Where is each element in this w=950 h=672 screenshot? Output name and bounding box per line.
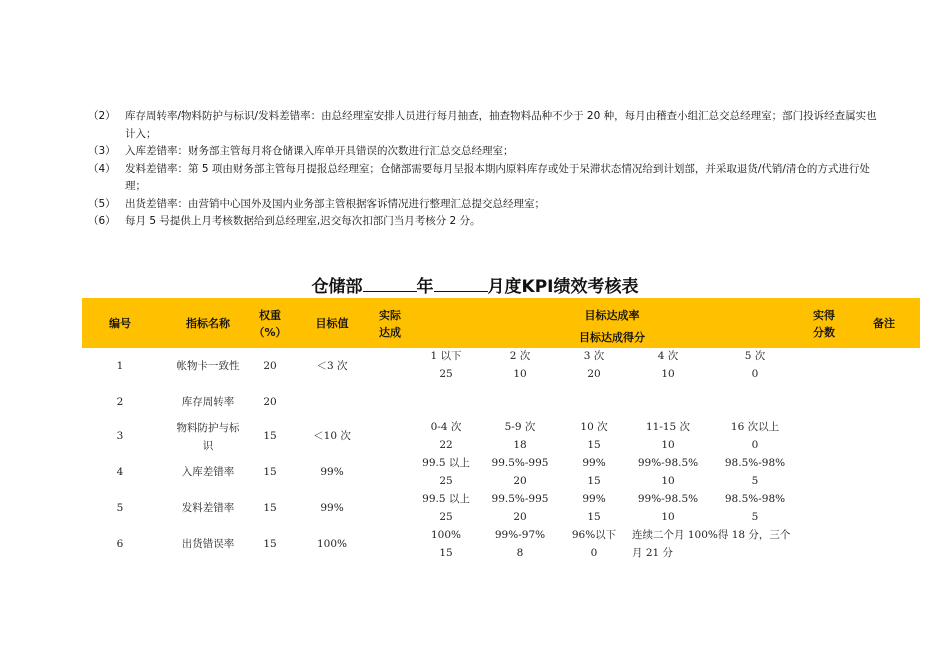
note-item bbox=[88, 196, 878, 214]
level-cell: 2 次 bbox=[509, 350, 531, 362]
header-no: 编号 bbox=[109, 317, 131, 330]
row-target: ＜3 次 bbox=[316, 360, 348, 372]
note-text: 每月 5 号提供上月考核数据给到总经理室,迟交每次扣部门当月考核分 2 分。 bbox=[125, 215, 481, 227]
score-cell: 18 bbox=[513, 439, 527, 451]
level-cell: 10 次 bbox=[580, 421, 608, 433]
row-no: 1 bbox=[116, 360, 124, 372]
extra-note-line1: 连续二个月 100%得 18 分，三个 bbox=[632, 529, 791, 541]
row-weight: 15 bbox=[263, 430, 277, 442]
level-cell: 100% bbox=[430, 529, 462, 541]
note-item bbox=[88, 161, 878, 196]
note-number: （4） bbox=[88, 162, 116, 175]
level-cell: 98.5%-98% bbox=[724, 457, 786, 469]
score-cell: 15 bbox=[587, 475, 601, 487]
note-text: 库存周转率/物料防护与标识/发料差错率：由总经理室安排人员进行每月抽查，抽查物料品种不少于 20 种，每月由稽查小组汇总交总经理室；部门投诉经查属实也计入； bbox=[125, 110, 877, 140]
note-text: 出货差错率：由营销中心国外及国内业务部主管根据客诉情况进行整理汇总提交总经理室； bbox=[125, 197, 545, 210]
title-rest: 月度KPI绩效考核表 bbox=[487, 277, 639, 297]
header-score: 目标达成得分 bbox=[579, 331, 645, 344]
level-cell: 99.5%-995 bbox=[491, 493, 549, 505]
level-cell: 99%-97% bbox=[494, 529, 546, 541]
score-cell: 25 bbox=[439, 368, 453, 380]
level-cell: 99%-98.5% bbox=[637, 457, 699, 469]
level-cell: 11-15 次 bbox=[645, 421, 691, 433]
row-name: 入库差错率 bbox=[181, 466, 235, 478]
score-cell: 15 bbox=[439, 547, 453, 559]
score-cell: 20 bbox=[513, 511, 527, 523]
row-no: 3 bbox=[116, 430, 124, 442]
table-header bbox=[82, 298, 920, 348]
level-cell: 96%以下 bbox=[571, 529, 617, 541]
score-cell: 15 bbox=[587, 439, 601, 451]
level-cell: 0-4 次 bbox=[430, 421, 462, 433]
row-weight: 15 bbox=[263, 502, 277, 514]
score-cell: 8 bbox=[516, 547, 524, 559]
score-cell: 10 bbox=[661, 511, 675, 523]
row-name-line1: 物料防护与标 bbox=[176, 422, 240, 434]
score-cell: 20 bbox=[587, 368, 601, 380]
header-actual-1: 实际 bbox=[379, 309, 401, 322]
header-actual-2: 达成 bbox=[379, 326, 401, 339]
note-number: （5） bbox=[88, 197, 116, 210]
level-cell: 99.5 以上 bbox=[422, 457, 470, 469]
row-target: 99% bbox=[320, 466, 344, 478]
row-weight: 20 bbox=[263, 396, 277, 408]
row-name: 发料差错率 bbox=[181, 502, 235, 514]
score-cell: 22 bbox=[439, 439, 453, 451]
score-cell: 25 bbox=[439, 475, 453, 487]
header-remark: 备注 bbox=[873, 317, 895, 330]
level-cell: 3 次 bbox=[583, 350, 605, 362]
row-no: 6 bbox=[116, 538, 124, 550]
note-item bbox=[88, 108, 878, 143]
level-cell: 5 次 bbox=[744, 350, 766, 362]
score-cell: 0 bbox=[751, 368, 759, 380]
header-weight-1: 权重 bbox=[259, 309, 281, 322]
row-target: 100% bbox=[316, 538, 348, 550]
score-cell: 10 bbox=[661, 439, 675, 451]
header-name: 指标名称 bbox=[186, 317, 230, 330]
level-cell: 98.5%-98% bbox=[724, 493, 786, 505]
level-cell: 99.5%-995 bbox=[491, 457, 549, 469]
note-item bbox=[88, 143, 878, 161]
row-target: 99% bbox=[320, 502, 344, 514]
table-title bbox=[0, 272, 950, 297]
title-dept: 仓储部 bbox=[311, 277, 363, 297]
row-name: 帐物卡一致性 bbox=[176, 360, 240, 372]
header-got-1: 实得 bbox=[813, 309, 835, 322]
level-cell: 99% bbox=[582, 457, 606, 469]
year-blank bbox=[363, 277, 417, 292]
score-cell: 25 bbox=[439, 511, 453, 523]
extra-note-line2: 月 21 分 bbox=[632, 547, 674, 559]
score-cell: 20 bbox=[513, 475, 527, 487]
score-cell: 10 bbox=[513, 368, 527, 380]
note-number: （3） bbox=[88, 145, 116, 157]
header-weight-2: （%） bbox=[253, 326, 287, 339]
level-cell: 16 次以上 bbox=[730, 421, 780, 433]
row-no: 4 bbox=[116, 466, 124, 478]
level-cell: 99.5 以上 bbox=[422, 493, 470, 505]
level-cell: 99% bbox=[582, 493, 606, 505]
score-cell: 0 bbox=[751, 439, 759, 451]
row-weight: 20 bbox=[263, 360, 277, 372]
title-year: 年 bbox=[416, 277, 434, 297]
row-target: ＜10 次 bbox=[313, 430, 351, 442]
score-cell: 10 bbox=[661, 475, 675, 487]
note-text: 发料差错率：第 5 项由财务部主管每月提报总经理室；仓储部需要每月呈报本期内原料库存或处于呆滞状态情况给到计划部，并采取退货/代销/清仓的方式进行处理； bbox=[125, 162, 870, 192]
note-number: （2） bbox=[88, 110, 116, 122]
header-rate: 目标达成率 bbox=[584, 309, 640, 322]
month-blank bbox=[434, 277, 488, 292]
note-text: 入库差错率：财务部主管每月将仓储课入库单开具错误的次数进行汇总交总经理室； bbox=[125, 145, 514, 157]
score-cell: 0 bbox=[590, 547, 598, 559]
score-cell: 5 bbox=[751, 475, 759, 487]
level-cell: 1 以下 bbox=[430, 350, 462, 362]
note-number: （6） bbox=[88, 215, 116, 227]
row-weight: 15 bbox=[263, 538, 277, 550]
row-name-line2: 识 bbox=[202, 440, 214, 452]
row-weight: 15 bbox=[263, 466, 277, 478]
row-no: 2 bbox=[116, 396, 124, 408]
row-name: 库存周转率 bbox=[181, 396, 235, 408]
header-got-2: 分数 bbox=[813, 326, 835, 339]
level-cell: 99%-98.5% bbox=[637, 493, 699, 505]
score-cell: 5 bbox=[751, 511, 759, 523]
header-target: 目标值 bbox=[315, 317, 349, 330]
notes-section bbox=[88, 108, 878, 231]
row-name: 出货错误率 bbox=[181, 538, 235, 550]
score-cell: 15 bbox=[587, 511, 601, 523]
score-cell: 10 bbox=[661, 368, 675, 380]
level-cell: 4 次 bbox=[657, 350, 679, 362]
level-cell: 5-9 次 bbox=[504, 421, 536, 433]
note-item bbox=[88, 213, 878, 231]
row-no: 5 bbox=[116, 502, 124, 514]
